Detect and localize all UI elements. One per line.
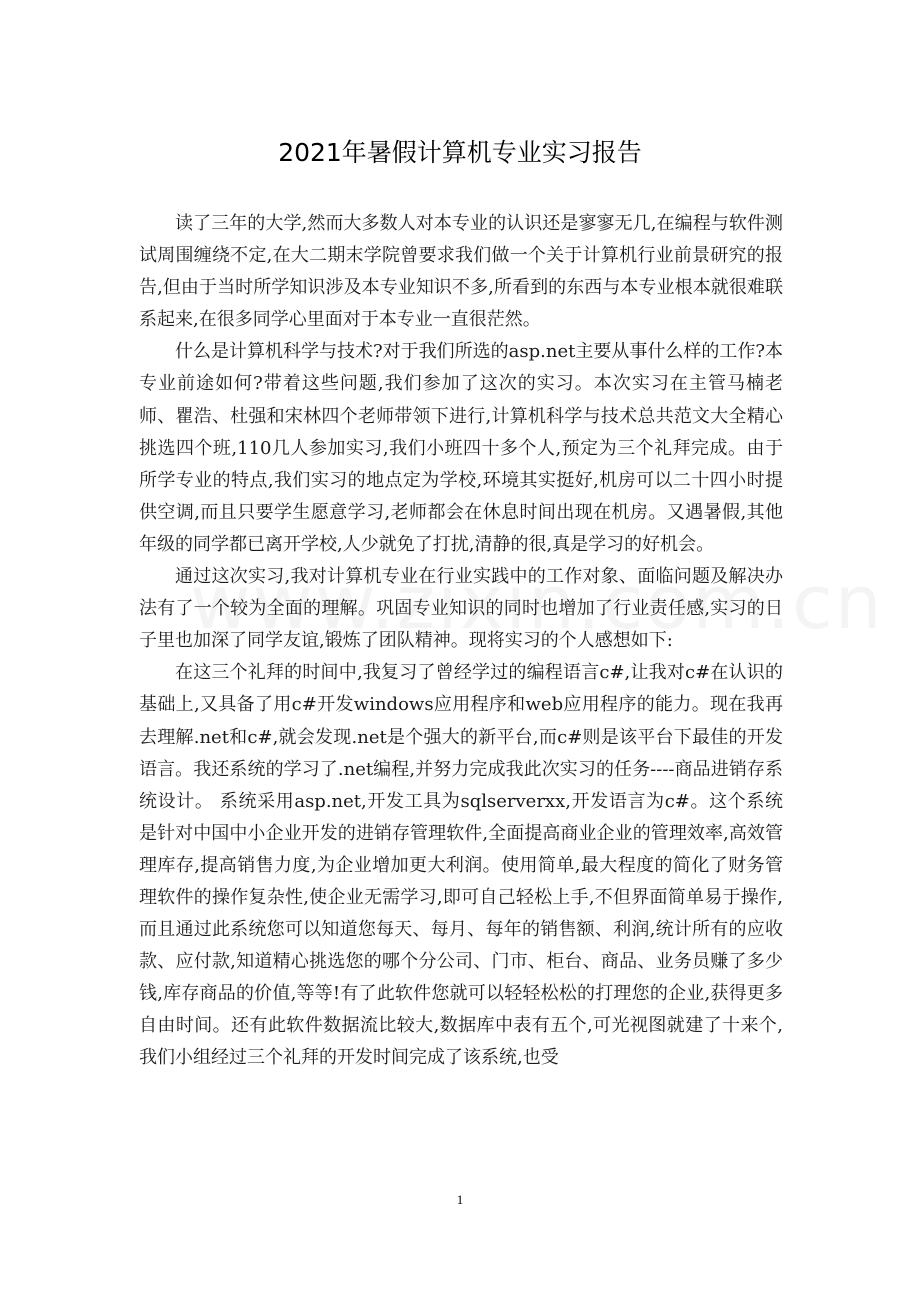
paragraph-3: 通过这次实习,我对计算机专业在行业实践中的工作对象、面临问题及解决办法有了一个较为全面的理解。巩固专业知识的同时也增加了行业责任感,实习的日子里也加深了同学友谊,锻炼了团队精神。现将实习的个人感想如下: [139, 566, 783, 652]
paragraph-2: 什么是计算机科学与技术?对于我们所选的asp.net主要从事什么样的工作?本专业前途如何?带着这些问题,我们参加了这次的实习。本次实习在主管马楠老师、瞿浩、杜强和宋林四个老师带领下进行,计算机科学与技术总共范文大全精心挑选四个班,110几人参加实习,我们小班四十多个人,预定为三个礼拜完成。由于所学专业的特点,我们实习的地点定为学校,环境其实挺好,机房可以二十四小时提供空调,而且只要学生愿意学习,老师都会在休息时间出现在机房。又遇暑假,其他年级的同学都已离开学校,人少就免了打扰,清静的很,真是学习的好机会。 [139, 341, 783, 555]
page-number: 1 [456, 1192, 464, 1207]
paragraph-1: 读了三年的大学,然而大多数人对本专业的认识还是寥寥无几,在编程与软件测试周围缠绕不定,在大二期末学院曾要求我们做一个关于计算机行业前景研究的报告,但由于当时所学知识涉及本专业知识不多,所看到的东西与本专业根本就很难联系起来,在很多同学心里面对于本专业一直很茫然。 [139, 213, 783, 331]
document-body [139, 208, 783, 1075]
paragraph-4: 在这三个礼拜的时间中,我复习了曾经学过的编程语言c#,让我对c#在认识的基础上,又具备了用c#开发windows应用程序和web应用程序的能力。现在我再去理解.net和c#,就会发现.net是个强大的新平台,而c#则是该平台下最佳的开发语言。我还系统的学习了.net编程,并努力完成我此次实习的任务----商品进销存系统设计。 系统采用asp.net,开发工具为sqlserverxx,开发语言为c#。这个系统是针对中国中小企业开发的进销存管理软件,全面提高商业企业的管理效率,高效管理库存,提高销售力度,为企业增加更大利润。使用简单,最大程度的简化了财务管理软件的操作复杂性,使企业无需学习,即可自己轻松上手,不但界面简单易于操作,而且通过此系统您可以知道您每天、每月、每年的销售额、利润,统计所有的应收款、应付款,知道精心挑选您的哪个分公司、门市、柜台、商品、业务员赚了多少钱,库存商品的价值,等等!有了此软件您就可以轻轻松松的打理您的企业,获得更多自由时间。还有此软件数据流比较大,数据库中表有五个,可光视图就建了十来个,我们小组经过三个礼拜的开发时间完成了该系统,也受 [139, 662, 783, 1069]
document-title: 2021年暑假计算机专业实习报告 [278, 138, 642, 167]
